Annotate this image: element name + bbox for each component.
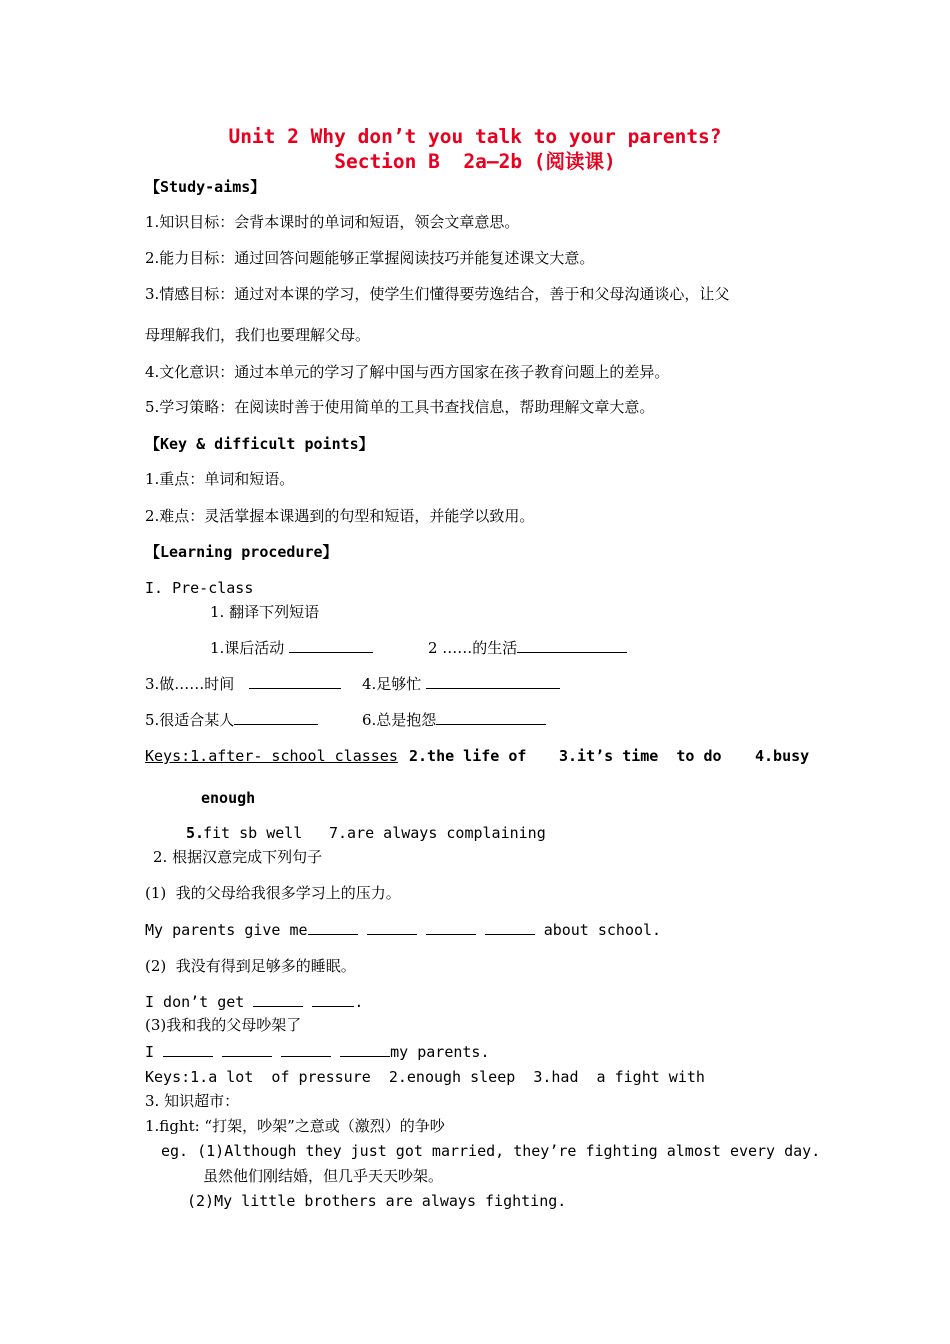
phrase-3: 3.做……时间 (145, 674, 341, 694)
answer-blank[interactable] (312, 992, 354, 1007)
answer-blank[interactable] (426, 920, 476, 935)
example-2: (2)My little brothers are always fighting. (187, 1192, 567, 1210)
answer-blank[interactable] (517, 638, 627, 653)
key-point-2: 2.难点：灵活掌握本课遇到的句型和短语，并能学以致用。 (145, 507, 535, 525)
keys1-part5-number: 5. (186, 824, 205, 842)
answer-blank[interactable] (289, 638, 373, 653)
key-points-heading: 【Key & difficult points】 (145, 435, 374, 453)
answer-blank[interactable] (163, 1042, 213, 1057)
phrase-4: 4.足够忙 (362, 674, 560, 694)
sentence-1-chinese: (1) 我的父母给我很多学习上的压力。 (145, 884, 401, 902)
answer-blank[interactable] (222, 1042, 272, 1057)
study-aims-heading: 【Study-aims】 (145, 178, 266, 196)
study-aim-4: 4.文化意识：通过本单元的学习了解中国与西方国家在孩子教育问题上的差异。 (145, 363, 670, 381)
answer-blank[interactable] (340, 1042, 390, 1057)
sentence-2-english: I don’t get . (145, 993, 364, 1011)
study-aim-3-cont: 母理解我们，我们也要理解父母。 (145, 326, 371, 344)
study-aim-3: 3.情感目标：通过对本课的学习，使学生们懂得要劳逸结合，善于和父母沟通谈心，让父 (145, 285, 730, 303)
answer-blank[interactable] (253, 992, 303, 1007)
answer-blank[interactable] (436, 710, 546, 725)
phrase-2: 2 ……的生活 (428, 638, 627, 658)
answer-blank[interactable] (234, 710, 318, 725)
example-1: eg. (1)Although they just got married, they’re fighting almost every day. (161, 1142, 821, 1160)
answer-blank[interactable] (367, 920, 417, 935)
sentence-3-chinese: (3)我和我的父母吵架了 (145, 1016, 302, 1034)
task2-title: 2. 根据汉意完成下列句子 (153, 848, 323, 866)
key-point-1: 1.重点：单词和短语。 (145, 470, 295, 488)
example-1-translation: 虽然他们刚结婚，但几乎天天吵架。 (203, 1167, 444, 1185)
answer-blank[interactable] (281, 1042, 331, 1057)
document-title-line2: Section B 2a—2b (阅读课) (334, 150, 616, 173)
sentence-3-english: I my parents. (145, 1043, 490, 1061)
task1-title: 1. 翻译下列短语 (210, 603, 320, 621)
keys1-part3: 3.it’s time to do (559, 747, 722, 765)
keys1-part5: fit sb well (203, 824, 303, 842)
answer-blank[interactable] (485, 920, 535, 935)
keys1-part1: Keys:1.after- school classes (145, 747, 398, 765)
study-aim-1: 1.知识目标：会背本课时的单词和短语，领会文章意思。 (145, 213, 520, 231)
keys1-part4-cont: enough (201, 789, 256, 807)
document-title-line1: Unit 2 Why don’t you talk to your parents? (228, 125, 722, 148)
keys1-part2: 2.the life of (409, 747, 527, 765)
study-aim-2: 2.能力目标：通过回答问题能够正掌握阅读技巧并能复述课文大意。 (145, 249, 595, 267)
keys2: Keys:1.a lot of pressure 2.enough sleep 3.had a fight with (145, 1068, 705, 1086)
phrase-5: 5.很适合某人 (145, 710, 318, 730)
phrase-1: 1.课后活动 (210, 638, 373, 658)
study-aim-5: 5.学习策略：在阅读时善于使用简单的工具书查找信息，帮助理解文章大意。 (145, 398, 655, 416)
sentence-2-chinese: (2) 我没有得到足够多的睡眠。 (145, 957, 356, 975)
phrase-6: 6.总是抱怨 (362, 710, 546, 730)
sentence-1-english: My parents give me about school. (145, 921, 662, 939)
task3-title: 3. 知识超市： (145, 1092, 240, 1110)
keys1-part7: 7.are always complaining (329, 824, 546, 842)
answer-blank[interactable] (426, 674, 560, 689)
keys1-part4: 4.busy (755, 747, 810, 765)
learning-procedure-heading: 【Learning procedure】 (145, 543, 338, 561)
fight-definition: 1.fight: “打架，吵架”之意或（激烈）的争吵 (145, 1117, 445, 1135)
answer-blank[interactable] (308, 920, 358, 935)
preclass-heading: I. Pre-class (145, 579, 254, 597)
answer-blank[interactable] (249, 674, 341, 689)
